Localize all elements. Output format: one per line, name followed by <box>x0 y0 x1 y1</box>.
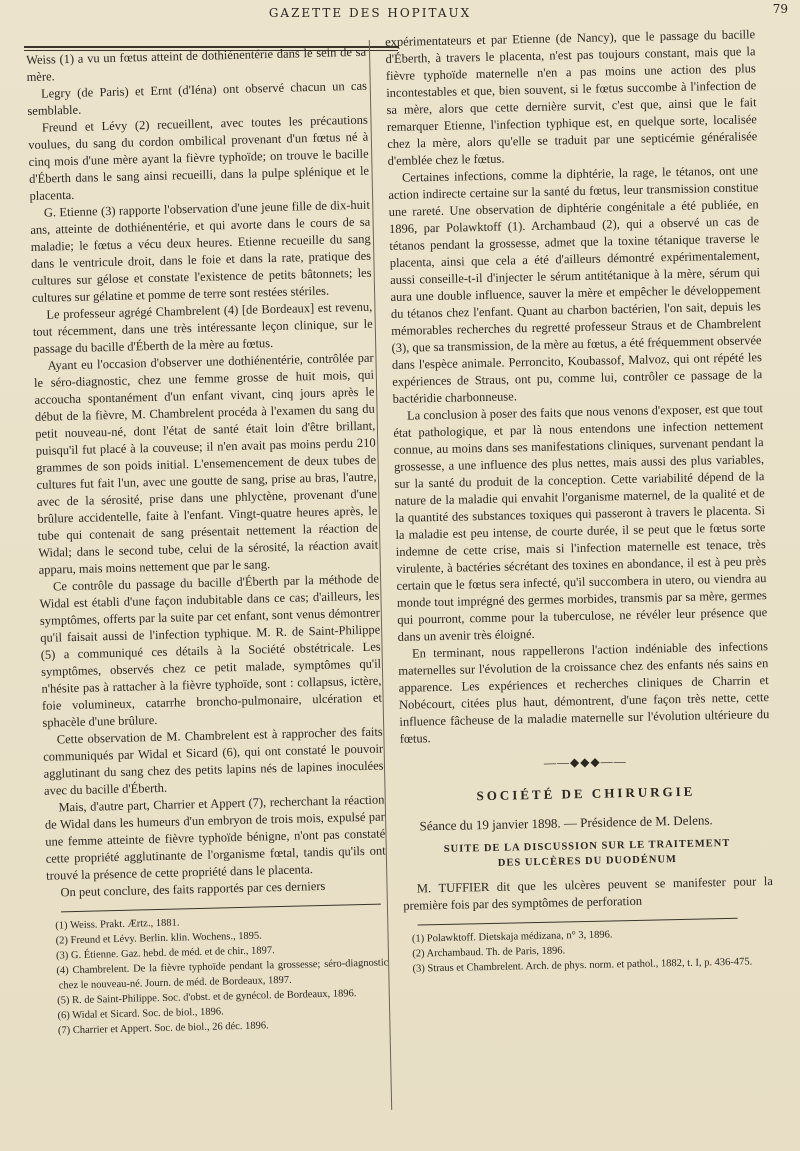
footnote: (3) Straus et Chambrelent. Arch. de phys. norm. et pathol., 1882, t. I, p. 436-475. <box>412 956 753 975</box>
subtitle-line: DES ULCÈRES DU DUODÉNUM <box>497 854 677 869</box>
session-line: Séance du 19 janvier 1898. — Présidence de M. Delens. <box>419 812 713 834</box>
paragraph: La conclusion à poser des faits que nous venons d'exposer, est que tout état pathologique, et par là nous entendons une infection nettement connue, au moins dans ses manifestations cliniques, survenant pendant la grossesse, a une influence des plus nettes, mais aussi des plus variables, sur la santé du produit de la conception. Cette variabilité dépend de la nature de la maladie qui envahit l'organisme maternel, de la qualité et de la quantité des substances toxiques qui passeront à travers le placenta. Si la maladie est peu intense, de courte durée, il se peut que le fœtus sorte indemne de cette crise, mais si l'infection maternelle est tenace, très virulente, à bactéries sécrétant des toxines en abondance, il est à peu près certain que le fœtus sera infecté, qu'il succombera in utero, ou viendra au monde tout imprégné des germes morbides, transmis par sa mère, germes qui pourront, comme pour la tuberculose, ne révéler leur présence que dans un avenir très éloigné. <box>393 401 768 644</box>
footnote: (3) G. Étienne. Gaz. hebd. de méd. et de chir., 1897. <box>55 945 275 962</box>
paragraph: En terminant, nous rappellerons l'action indéniable des infections maternelles sur l'évolution de la croissance chez des enfants nés sains en apparence. Les expériences et recherches cliniques de Charrin et Nobécourt, citées plus haut, démontrent, d'une façon très nette, cette influence fâcheuse de la maladie maternelle sur l'évolution ultérieure du fœtus. <box>398 639 770 746</box>
footnote: (1) Weiss. Prakt. Ærtz., 1881. <box>55 917 180 932</box>
paragraph: Ayant eu l'occasion d'observer une dothiénentérie, contrôlée par le séro-diagnostic, chez une femme grosse de huit mois, qui accoucha spontanément d'un enfant vivant, cinq jours après le début de la fièvre, M. Chambrelent procéda à l'examen du sang du petit nouveau-né, dont l'état de santé était loin d'être brillant, puisqu'il fut placé à la couveuse; il n'en avait pas moins perdu 210 grammes de son poids initial. L'ensemencement de deux tubes de cultures fut fait l'un, avec une goutte de sang, prise au bras, l'autre, avec de la sérosité, prise dans une phlyctène, provenant d'une brûlure accidentelle, faite à l'enfant. Vingt-quatre heures après, le tube qui contenait de sang présentait nettement la réaction de Widal; dans le second tube, celui de la sérosité, la réaction avait apparu, mais moins nettement que par le sang. <box>33 350 379 577</box>
footnotes-right <box>404 924 775 977</box>
paragraph: On peut conclure, des faits rapportés par ces derniers <box>60 878 326 900</box>
paragraph: expérimentateurs et par Etienne (de Nancy), que le passage du bacille d'Éberth, à travers le placenta, n'est pas toujours constant, mais que la fièvre typhoïde maternelle n'en a pas moins une action des plus incontestables et que, bien souvent, si le fœtus succombe à l'infection de sa mère, alors que cette dernière survit, c'est que, ainsi que le fait remarquer Etienne, l'infection typhique est, en quelque sorte, localisée chez la mère, alors qu'elle se traduit par une septicémie généralisée d'emblée chez le fœtus. <box>385 27 758 168</box>
footnote-divider <box>418 918 738 926</box>
paragraph: Certaines infections, comme la diphtérie, la rage, le tétanos, ont une action indirecte certaine sur la santé du fœtus, leur transmission constitue une rareté. Une observation de diphtérie congénitale a été publiée, en 1896, par Polawktoff (1). Archambaud (2), qui a observé un cas de tétanos pendant la grossesse, admet que la toxine tétanique traverse le placenta, ainsi que cela a été d'ailleurs démontré expérimentalement, aussi conseille-t-il d'injecter le sérum antitétanique à la mère, sérum qui aura une double influence, sauver la mère et empêcher le développement du tétanos chez l'enfant. Quant au charbon bactérien, l'on sait, depuis les mémorables recherches du regretté professeur Straus et de Chambrelent (3), que sa transmission, de la mère au fœtus, a été fréquemment observée dans l'espèce animale. Perroncito, Koubassof, Malvoz, qui ont répété les expériences de Straus, ont pu, comme lui, contrôler ce passage de la bactéridie charbonneuse. <box>388 163 763 406</box>
footnote: (5) R. de Saint-Philippe. Soc. d'obst. et de gynécol. de Bordeaux, 1896. <box>57 988 357 1007</box>
running-title: GAZETTE DES HOPITAUX <box>268 6 472 20</box>
paragraph: Weiss (1) a vu un fœtus atteint de dothiénentérie dans le sein de sa mère. <box>26 44 367 84</box>
left-column <box>26 44 390 1039</box>
footnote: (1) Polawktoff. Dietskaja médizana, n° 3, 1896. <box>411 929 613 945</box>
footnote: (2) Archambaud. Th. de Paris, 1896. <box>412 945 566 960</box>
page-number: 79 <box>772 2 788 16</box>
footnote: (7) Charrier et Appert. Soc. de biol., 26 déc. 1896. <box>57 1020 269 1037</box>
section-ornament: ——◆◆◆—— <box>543 754 627 770</box>
page-header <box>0 4 800 24</box>
discussion-subtitle <box>402 835 773 873</box>
paragraph: G. Etienne (3) rapporte l'observation d'une jeune fille de dix-huit ans, atteinte de dothiénentérie, et qui avorte dans le cours de sa maladie; le fœtus a vécu deux heures. Etienne recueille du sang dans le ventricule droit, dans le foie et dans la rate, pratique des cultures sur gélose et constate l'existence de petits bâtonnets; les cultures sur gélatine et pomme de terre sont restées stériles. <box>30 197 372 305</box>
paragraph: Cette observation de M. Chambrelent est à rapprocher des faits communiqués par Widal et Sicard (6), qui ont constaté le pouvoir agglutinant du sang chez des petits lapins nés de lapines inoculées avec du bacille d'Éberth. <box>43 724 384 798</box>
footnote: (4) Chambrelent. De la fièvre typhoïde pendant la grossesse; séro-diagnostic chez le nouveau-né. Journ. de méd. de Bordeaux, 1897. <box>56 957 389 992</box>
paragraph: M. TUFFIER dit que les ulcères peuvent se manifester pour la première fois par des symptômes de perforation <box>403 874 773 913</box>
paragraph: Le professeur agrégé Chambrelent (4) [de Bordeaux] est revenu, tout récemment, dans une très intéressante leçon clinique, sur le passage du bacille d'Éberth de la mère au fœtus. <box>32 299 373 356</box>
paragraph: Freund et Lévy (2) recueillent, avec toutes les précautions voulues, du sang du cordon ombilical provenant d'un fœtus né à cinq mois d'une mère ayant la fièvre typhoïde; on trouve le bacille d'Éberth dans le sang ainsi recueilli, dans la pulpe splénique et le placenta. <box>28 112 370 203</box>
paragraph: Ce contrôle du passage du bacille d'Éberth par la méthode de Widal est établi d'une façon indubitable dans ce cas; d'ailleurs, les symptômes, offerts par la suite par cet enfant, sont venus démontrer qu'il faisait aussi de l'infection typhique. M. R. de Saint-Philippe (5) a communiqué ces détails à la Société obstétricale. Les symptômes, observés chez ce petit malade, symptômes qu'il n'hésite pas à rattacher à la fièvre typhoïde, sont : collapsus, ictère, foie volumineux, catarrhe broncho-pulmonaire, ulcération et sphacèle d'une brûlure. <box>39 571 383 730</box>
paragraph: Legry (de Paris) et Ernt (d'Iéna) ont observé chacun un cas semblable. <box>27 78 368 118</box>
paragraph: Mais, d'autre part, Charrier et Appert (7), recherchant la réaction de Widal dans les humeurs d'un embryon de trois mois, expulsé par une femme atteinte de fièvre typhoïde bénigne, n'ont pas constaté cette propriété agglutinante de l'organisme fœtal, tandis qu'ils ont trouvé la présence de cette propriété dans le placenta. <box>44 792 386 883</box>
subtitle-line: SUITE DE LA DISCUSSION SUR LE TRAITEMENT <box>443 837 731 855</box>
footnote: (6) Widal et Sicard. Soc. de biol., 1896. <box>57 1006 224 1022</box>
right-column <box>385 26 775 977</box>
footnote: (2) Freund et Lévy. Berlin. klin. Wochens., 1895. <box>55 930 263 947</box>
section-title: SOCIÉTÉ DE CHIRURGIE <box>476 783 696 804</box>
footnotes-left <box>47 910 390 1038</box>
